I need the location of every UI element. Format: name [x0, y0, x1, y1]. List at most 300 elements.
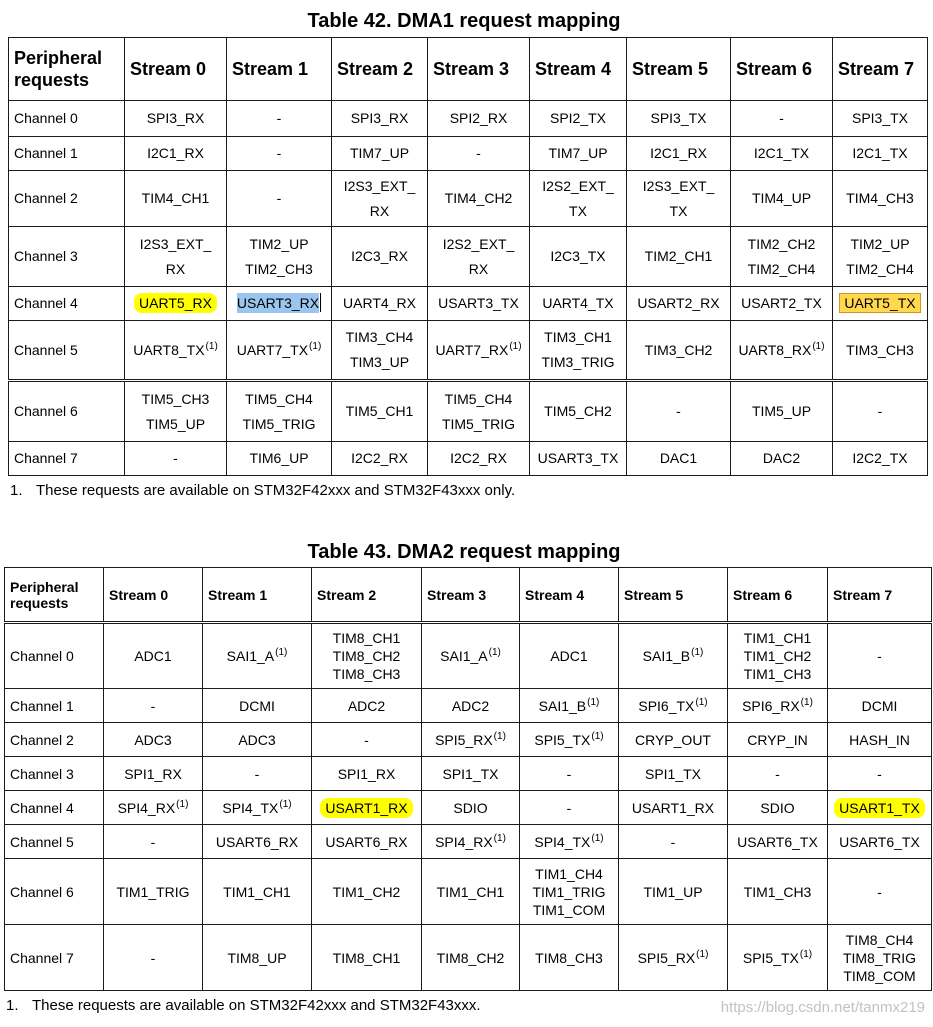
cell-line — [731, 106, 832, 131]
channel-0-row — [9, 101, 928, 137]
cell-line — [428, 291, 529, 316]
cell-line — [833, 257, 927, 282]
cell-line — [227, 446, 331, 471]
request-name: RX — [369, 202, 390, 219]
request-name: TIM5_UP — [145, 415, 206, 432]
request-name: CRYP_IN — [747, 731, 808, 748]
channel-5-row — [5, 825, 932, 859]
stream-3-header: Stream 3 — [428, 38, 530, 101]
stream-4-cell — [530, 321, 627, 381]
request-name: I2S2_EXT_ — [442, 235, 515, 252]
request-name: SPI5_RX — [637, 949, 696, 966]
channel-label: Channel 0 — [9, 101, 125, 137]
stream-7-cell — [828, 791, 932, 825]
request-name: - — [877, 883, 882, 900]
cell-line — [332, 325, 427, 350]
request-name: TIM3_CH3 — [846, 341, 914, 358]
request-name: - — [276, 110, 282, 126]
request-name: - — [670, 833, 676, 850]
request-name: - — [877, 648, 882, 664]
request-name: TIM8_UP — [227, 949, 287, 966]
cell-line — [428, 446, 529, 471]
stream-6-cell — [731, 442, 833, 476]
cell-line — [530, 174, 626, 199]
channel-label: Channel 1 — [9, 137, 125, 171]
channel-label: Channel 4 — [9, 287, 125, 321]
stream-2-cell — [312, 825, 422, 859]
stream-2-cell — [312, 689, 422, 723]
stream-1-cell — [203, 825, 312, 859]
stream-4-cell — [530, 227, 627, 287]
cell-line — [728, 731, 827, 749]
request-name: TIM2_UP — [249, 235, 309, 252]
stream-3-cell — [428, 227, 530, 287]
request-name: ADC2 — [347, 697, 386, 714]
cell-line — [104, 799, 202, 817]
cell-line — [332, 141, 427, 166]
channel-label: Channel 5 — [9, 321, 125, 381]
dma1-table-caption: Table 42. DMA1 request mapping — [307, 10, 621, 32]
request-name: TIM8_CH3 — [535, 949, 603, 966]
request-name: - — [877, 403, 883, 419]
stream-7-cell — [833, 321, 928, 381]
stream-0-header: Stream 0 — [104, 568, 203, 623]
cell-line — [520, 833, 618, 851]
request-name: TIM4_CH3 — [846, 190, 914, 206]
stream-4-cell — [520, 623, 619, 689]
footnote-reference: (1) — [493, 730, 506, 742]
cell-line — [422, 647, 519, 665]
cell-line — [227, 186, 331, 211]
stream-2-cell — [332, 171, 428, 227]
stream-5-cell — [627, 442, 731, 476]
footnote-reference: (1) — [696, 948, 709, 960]
header-line: requests — [14, 70, 90, 90]
request-name: TIM1_UP — [643, 883, 703, 900]
cell-line — [428, 412, 529, 437]
channel-0-row — [5, 623, 932, 689]
request-name: DAC2 — [762, 450, 801, 466]
cell-line — [520, 883, 618, 901]
stream-7-header: Stream 7 — [833, 38, 928, 101]
request-name: UART7_TX — [236, 341, 309, 358]
cell-line — [530, 244, 626, 269]
stream-5-cell — [619, 689, 728, 723]
cell-line — [227, 232, 331, 257]
channel-label: Channel 3 — [5, 757, 104, 791]
cell-line — [828, 765, 931, 783]
cell-line — [627, 141, 730, 166]
footnote-reference: (1) — [799, 948, 813, 960]
cell-line — [125, 412, 226, 437]
request-name: TIM4_UP — [751, 190, 812, 206]
cell-line — [731, 141, 832, 166]
request-name: TIM1_CH4 — [535, 865, 603, 882]
stream-4-cell — [530, 442, 627, 476]
cell-line — [619, 731, 727, 749]
request-name: UART5_RX — [134, 293, 217, 313]
footnote-number: 1. — [6, 997, 19, 1014]
cell-line — [627, 244, 730, 269]
request-name: TIM1_TRIG — [532, 883, 606, 900]
request-name: - — [150, 949, 156, 966]
stream-6-cell — [731, 137, 833, 171]
cell-line — [731, 232, 832, 257]
cell-line — [530, 350, 626, 375]
table-body — [9, 101, 928, 476]
request-name: DAC1 — [659, 450, 698, 466]
request-name: SPI5_RX — [435, 731, 493, 748]
cell-line — [828, 949, 931, 967]
stream-6-header: Stream 6 — [731, 38, 833, 101]
stream-0-cell — [125, 137, 227, 171]
stream-5-cell — [619, 791, 728, 825]
request-name: TIM3_TRIG — [541, 354, 615, 370]
request-name: SPI3_TX — [650, 110, 707, 126]
stream-5-cell — [627, 101, 731, 137]
table-header — [5, 568, 932, 623]
stream-5-cell — [627, 381, 731, 442]
cell-line — [332, 244, 427, 269]
stream-0-header: Stream 0 — [125, 38, 227, 101]
request-name: TIM4_CH2 — [444, 190, 513, 206]
cell-line — [332, 399, 427, 424]
stream-3-cell — [428, 171, 530, 227]
cell-line — [428, 106, 529, 131]
request-name: TIM5_CH1 — [345, 403, 414, 419]
request-name: TIM3_CH1 — [544, 329, 612, 345]
cell-line — [227, 387, 331, 412]
stream-3-cell — [422, 791, 520, 825]
request-name: SPI6_RX — [742, 697, 800, 714]
dma1-table-footnote — [10, 482, 515, 500]
channel-label: Channel 2 — [5, 723, 104, 757]
request-name: I2C3_TX — [550, 248, 606, 264]
cell-line — [332, 106, 427, 131]
cell-line — [428, 338, 529, 363]
stream-7-cell — [828, 859, 932, 925]
peripheral-requests-header — [9, 38, 125, 101]
cell-line — [125, 291, 226, 316]
stream-2-cell — [332, 321, 428, 381]
header-line: Peripheral — [10, 578, 79, 595]
request-name: TIM1_CH1 — [743, 630, 812, 646]
stream-7-cell — [833, 101, 928, 137]
stream-1-cell — [227, 321, 332, 381]
request-name: I2S3_EXT_ — [642, 177, 715, 194]
cell-line — [619, 833, 727, 851]
channel-4-row — [5, 791, 932, 825]
request-name: TIM5_CH4 — [444, 390, 513, 407]
request-name: USART3_TX — [438, 295, 519, 311]
request-name: - — [364, 731, 369, 748]
request-name: USART2_TX — [741, 295, 822, 311]
cell-line — [422, 949, 519, 967]
request-name: USART1_RX — [320, 798, 412, 818]
request-name: TIM8_CH1 — [332, 949, 401, 966]
stream-0-cell — [125, 381, 227, 442]
cell-line — [619, 765, 727, 783]
cell-line — [227, 338, 331, 363]
request-name: RX — [468, 260, 489, 277]
stream-5-cell — [619, 925, 728, 991]
stream-3-cell — [428, 381, 530, 442]
request-name: UART7_RX — [435, 341, 509, 358]
cell-line — [619, 697, 727, 715]
request-name: TIM3_UP — [349, 354, 410, 370]
request-name: ADC2 — [451, 697, 490, 714]
request-name: TIM1_TRIG — [116, 883, 190, 900]
cell-line — [828, 731, 931, 749]
stream-5-header: Stream 5 — [627, 38, 731, 101]
channel-label: Channel 1 — [5, 689, 104, 723]
cell-line — [312, 629, 421, 647]
stream-0-cell — [104, 859, 203, 925]
dma2-table-footnote — [6, 997, 481, 1015]
request-name: TIM3_CH2 — [644, 341, 713, 358]
cell-line — [627, 338, 730, 363]
cell-line — [428, 186, 529, 211]
header-line: requests — [10, 594, 69, 611]
stream-6-cell — [731, 381, 833, 442]
stream-3-cell — [428, 101, 530, 137]
stream-4-cell — [530, 137, 627, 171]
stream-1-cell — [203, 757, 312, 791]
cell-line — [312, 765, 421, 783]
cell-line — [332, 350, 427, 375]
request-name: I2C1_RX — [147, 145, 204, 161]
stream-4-cell — [520, 825, 619, 859]
channel-4-row — [9, 287, 928, 321]
cell-line — [104, 731, 202, 749]
cell-line — [530, 199, 626, 224]
dma1-request-mapping-table — [8, 37, 928, 476]
request-name: DCMI — [239, 697, 275, 714]
stream-0-cell — [104, 757, 203, 791]
channel-label: Channel 4 — [5, 791, 104, 825]
cell-line — [227, 106, 331, 131]
stream-6-cell — [728, 723, 828, 757]
request-name: SPI1_RX — [337, 765, 396, 782]
cell-line — [833, 446, 927, 471]
request-name: USART6_RX — [325, 833, 408, 850]
request-name: TIM5_UP — [751, 403, 812, 419]
request-name: - — [150, 697, 156, 714]
stream-4-cell — [520, 925, 619, 991]
stream-0-cell — [125, 227, 227, 287]
cell-line — [619, 883, 727, 901]
request-name: TIM2_CH3 — [245, 260, 313, 277]
stream-5-cell — [619, 623, 728, 689]
stream-5-cell — [619, 825, 728, 859]
request-name: TIM7_UP — [349, 145, 410, 161]
cell-line — [203, 949, 311, 967]
stream-0-cell — [125, 101, 227, 137]
request-name: TIM1_CH1 — [436, 883, 505, 900]
request-name: SPI1_RX — [124, 765, 182, 782]
cell-line — [125, 338, 226, 363]
cell-line — [203, 697, 311, 715]
stream-3-cell — [422, 623, 520, 689]
cell-line — [530, 325, 626, 350]
cell-line — [428, 232, 529, 257]
cell-line — [104, 765, 202, 783]
cell-line — [312, 731, 421, 749]
request-name: SPI4_TX — [222, 799, 279, 816]
request-name: UART4_RX — [343, 295, 416, 311]
footnote-number: 1. — [10, 482, 23, 499]
stream-2-cell — [312, 791, 422, 825]
cell-line — [833, 106, 927, 131]
request-name: TIM2_CH4 — [846, 260, 914, 277]
channel-1-row — [9, 137, 928, 171]
stream-1-cell — [227, 287, 332, 321]
request-name: SPI3_TX — [851, 110, 909, 126]
request-name: TIM2_UP — [850, 235, 910, 252]
stream-7-cell — [828, 757, 932, 791]
header-line: Peripheral — [14, 48, 103, 68]
request-name: TIM1_CH3 — [743, 883, 812, 900]
footnote-reference: (1) — [309, 340, 322, 352]
request-name: TIM1_CH2 — [332, 883, 401, 900]
request-name: UART8_TX — [133, 341, 205, 358]
header-row — [9, 38, 928, 101]
request-name: SPI5_TX — [534, 731, 591, 748]
cell-line — [104, 697, 202, 715]
table-header — [9, 38, 928, 101]
cell-line — [833, 232, 927, 257]
channel-label: Channel 7 — [5, 925, 104, 991]
stream-5-cell — [619, 723, 728, 757]
request-name: I2S3_EXT_ — [343, 177, 416, 194]
stream-2-cell — [332, 381, 428, 442]
footnote-reference: (1) — [279, 798, 292, 810]
stream-2-header: Stream 2 — [332, 38, 428, 101]
request-name: TX — [569, 202, 587, 219]
stream-1-cell — [227, 381, 332, 442]
cell-line — [312, 949, 421, 967]
cell-line — [312, 697, 421, 715]
cell-line — [422, 833, 519, 851]
request-name: SPI3_RX — [146, 110, 205, 126]
request-name: - — [779, 110, 784, 126]
stream-2-cell — [312, 757, 422, 791]
request-name: SDIO — [453, 799, 488, 816]
footnote-reference: (1) — [176, 798, 189, 810]
stream-5-cell — [627, 227, 731, 287]
request-name: SAI1_B — [642, 648, 691, 664]
stream-7-cell — [833, 227, 928, 287]
table-body — [5, 623, 932, 991]
cell-line — [422, 883, 519, 901]
cell-line — [627, 106, 730, 131]
cell-line — [828, 799, 931, 817]
stream-4-cell — [530, 287, 627, 321]
request-name: TIM5_TRIG — [242, 415, 316, 432]
stream-1-cell — [203, 791, 312, 825]
cell-line — [125, 186, 226, 211]
request-name: TIM5_CH2 — [544, 403, 612, 419]
watermark-url: https://blog.csdn.net/tanmx219 — [720, 999, 925, 1016]
footnote-reference: (1) — [591, 832, 604, 844]
cell-line — [833, 338, 927, 363]
stream-0-cell — [104, 925, 203, 991]
request-name: I2C2_RX — [351, 450, 408, 466]
channel-3-row — [5, 757, 932, 791]
request-name: - — [276, 145, 282, 161]
stream-7-cell — [833, 171, 928, 227]
request-name: SAI1_A — [440, 648, 488, 664]
request-name: TIM8_TRIG — [842, 949, 917, 966]
stream-0-cell — [104, 689, 203, 723]
stream-2-cell — [332, 442, 428, 476]
stream-7-header: Stream 7 — [828, 568, 932, 623]
stream-3-cell — [428, 321, 530, 381]
footnote-reference: (1) — [488, 647, 501, 658]
request-name: TIM1_CH1 — [223, 883, 291, 900]
request-name: USART3_RX — [236, 295, 320, 311]
channel-label: Channel 6 — [9, 381, 125, 442]
cell-line — [530, 141, 626, 166]
cell-line — [828, 931, 931, 949]
request-name: - — [150, 833, 156, 850]
stream-1-cell — [203, 623, 312, 689]
request-name: SPI4_RX — [435, 833, 493, 850]
stream-6-cell — [731, 227, 833, 287]
header-row — [5, 568, 932, 623]
stream-4-cell — [530, 381, 627, 442]
request-name: TIM8_CH4 — [845, 931, 914, 948]
stream-3-cell — [422, 689, 520, 723]
stream-1-cell — [227, 171, 332, 227]
cell-line — [520, 949, 618, 967]
stream-4-cell — [520, 723, 619, 757]
request-name: I2C1_TX — [753, 145, 810, 161]
request-name: TIM5_CH3 — [141, 390, 210, 407]
footnote-text: These requests are available on STM32F42xxx and STM32F43xxx only. — [36, 482, 516, 499]
request-name: UART4_TX — [542, 295, 614, 311]
cell-line — [833, 291, 927, 316]
request-name: - — [476, 145, 481, 161]
cell-line — [227, 291, 331, 316]
footnote-reference: (1) — [695, 696, 708, 708]
stream-7-cell — [833, 137, 928, 171]
request-name: SPI1_TX — [442, 765, 499, 782]
cell-line — [125, 106, 226, 131]
request-name: - — [566, 765, 572, 782]
request-name: I2C2_RX — [450, 450, 507, 466]
request-name: SPI3_RX — [350, 110, 409, 126]
request-name: TIM5_CH4 — [245, 390, 313, 407]
channel-5-row — [9, 321, 928, 381]
footnote-reference: (1) — [205, 340, 218, 352]
stream-6-cell — [731, 101, 833, 137]
request-name: - — [566, 799, 572, 816]
cell-line — [731, 399, 832, 424]
stream-4-cell — [520, 859, 619, 925]
request-name: HASH_IN — [849, 731, 910, 748]
stream-5-cell — [627, 137, 731, 171]
stream-0-cell — [104, 791, 203, 825]
cell-line — [828, 833, 931, 851]
request-name: TIM2_CH2 — [747, 235, 816, 252]
cell-line — [520, 865, 618, 883]
stream-6-header: Stream 6 — [728, 568, 828, 623]
cell-line — [203, 647, 311, 665]
cell-line — [520, 731, 618, 749]
cell-line — [530, 291, 626, 316]
stream-5-cell — [627, 321, 731, 381]
